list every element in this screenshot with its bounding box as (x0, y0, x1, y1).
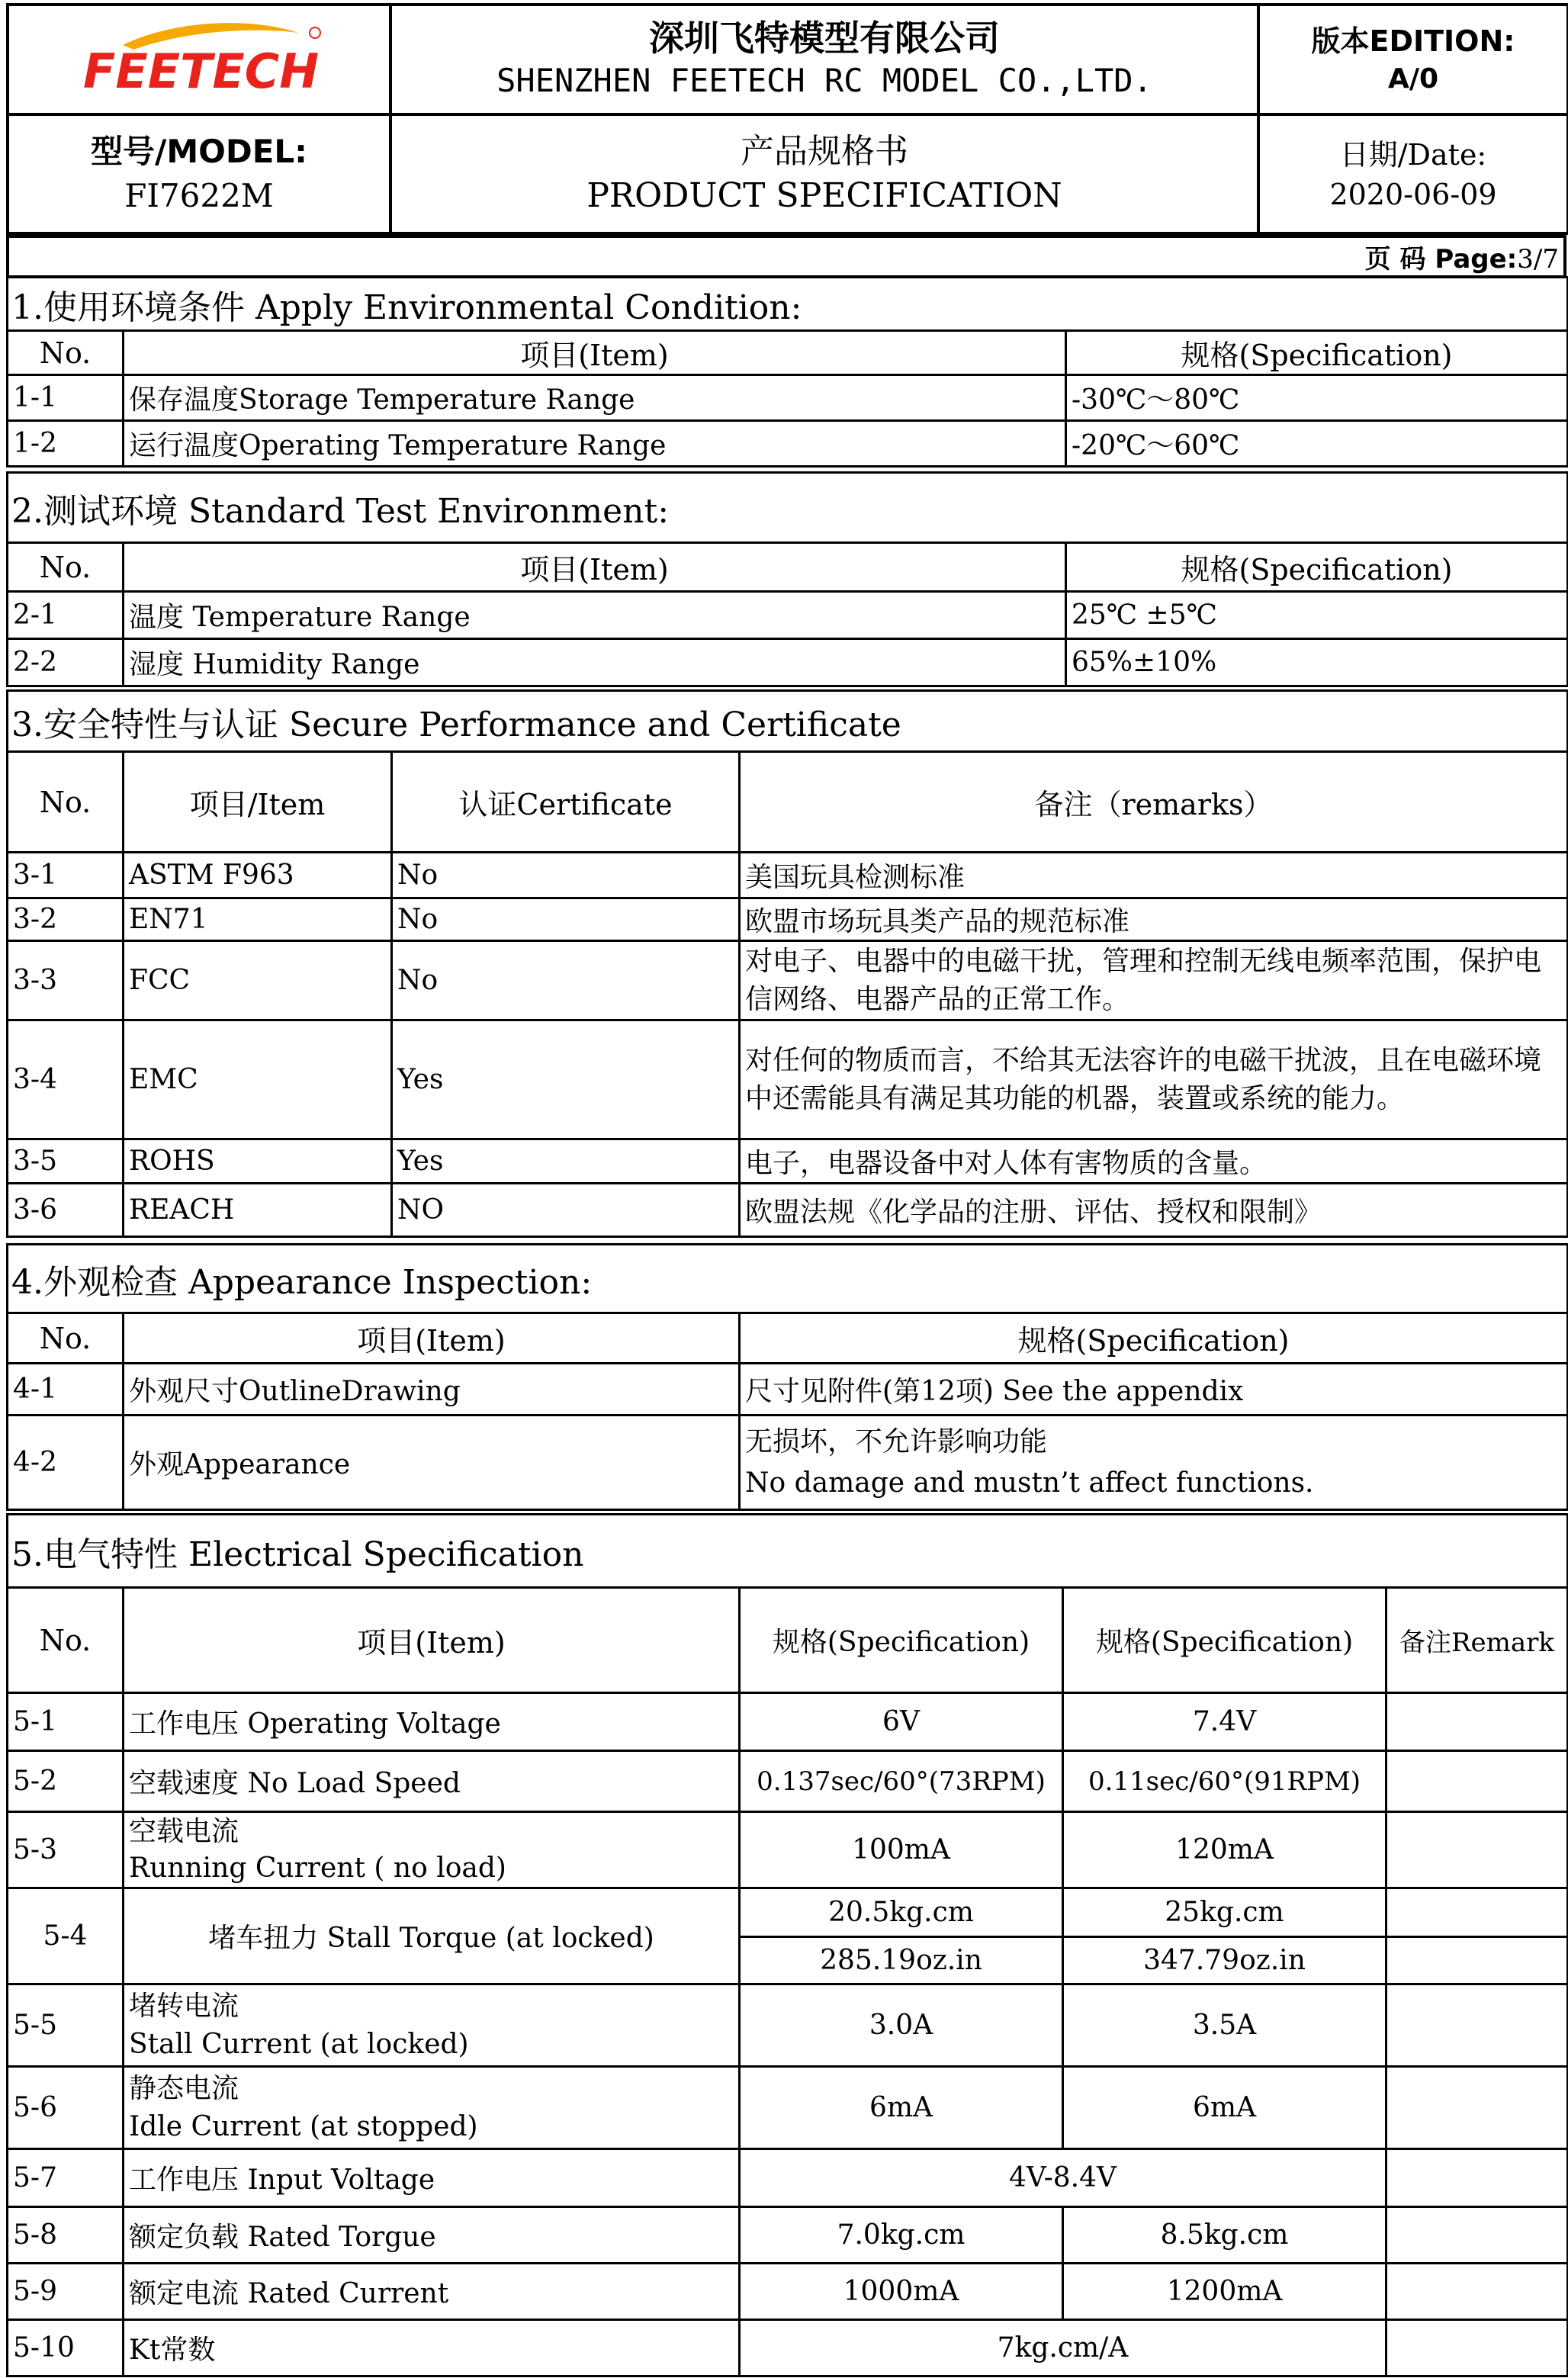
model-cell (8, 114, 390, 233)
row-certificate: NO (392, 1184, 740, 1237)
row-value: 4V-8.4V (740, 2149, 1386, 2207)
section-appearance (6, 1243, 1568, 1511)
col-no: No. (8, 1588, 124, 1693)
row-no: 4-1 (8, 1364, 124, 1416)
row-value-2: 8.5kg.cm (1063, 2207, 1386, 2264)
row-value-2: 120mA (1063, 1812, 1386, 1888)
edition-cell (1258, 5, 1568, 114)
item-en: Idle Current (at stopped) (129, 2110, 478, 2142)
row-no: 5-10 (8, 2320, 124, 2376)
row-spec: 65%±10% (1066, 639, 1568, 686)
row-no: 5-8 (8, 2207, 124, 2264)
row-value-1: 6mA (740, 2067, 1063, 2149)
row-remark (1386, 1812, 1568, 1888)
row-item: 湿度 Humidity Range (124, 639, 1066, 686)
item-en: Running Current ( no load) (129, 1852, 506, 1884)
company-name-en: SHENZHEN FEETECH RC MODEL CO.,LTD. (496, 62, 1152, 99)
row-spec: -20℃～60℃ (1066, 421, 1568, 467)
row-value-2: 7.4V (1063, 1693, 1386, 1751)
row-remark (1386, 1751, 1568, 1812)
row-no: 3-1 (8, 853, 124, 898)
row-value-1: 3.0A (740, 1984, 1063, 2067)
row-item: REACH (124, 1184, 392, 1237)
row-item: 运行温度Operating Temperature Range (124, 421, 1066, 467)
page-number-table (6, 235, 1566, 278)
section-env (6, 276, 1568, 468)
row-no: 5-5 (8, 1984, 124, 2067)
row-item: 额定电流 Rated Current (124, 2264, 740, 2320)
row-spec: -30℃～80℃ (1066, 375, 1568, 421)
row-item (124, 2067, 740, 2149)
row-item: 外观Appearance (124, 1416, 740, 1510)
row-remarks: 美国玩具检测标准 (740, 853, 1568, 898)
row-no: 5-7 (8, 2149, 124, 2207)
item-cn: 静态电流 (129, 2072, 239, 2104)
row-remarks: 欧盟法规《化学品的注册、评估、授权和限制》 (740, 1184, 1568, 1237)
row-certificate: Yes (392, 1020, 740, 1139)
page-label: 页 码 Page: (1364, 244, 1518, 275)
feetech-logo (69, 16, 329, 100)
date-value: 2020-06-09 (1329, 178, 1497, 211)
row-remarks: 电子，电器设备中对人体有害物质的含量。 (740, 1139, 1568, 1184)
row-item: FCC (124, 941, 392, 1020)
model-label: 型号/MODEL: (91, 133, 307, 170)
date-cell (1258, 114, 1568, 233)
row-value-1: 6V (740, 1693, 1063, 1751)
row-remark (1386, 2207, 1568, 2264)
row-no: 1-2 (8, 421, 124, 467)
row-item: EN71 (124, 898, 392, 941)
date-label: 日期/Date: (1339, 138, 1487, 172)
section-test (6, 471, 1568, 687)
col-no: No. (8, 752, 124, 853)
page-value: 3/7 (1517, 244, 1559, 275)
row-no: 3-5 (8, 1139, 124, 1184)
col-spec-1: 规格(Specification) (740, 1588, 1063, 1693)
section-title: 2.测试环境 Standard Test Environment: (8, 473, 1568, 543)
row-no: 5-1 (8, 1693, 124, 1751)
row-no: 3-4 (8, 1020, 124, 1139)
company-cell (390, 5, 1258, 114)
col-spec: 规格(Specification) (1066, 331, 1568, 375)
row-value-2: 25kg.cm (1063, 1888, 1386, 1937)
col-item: 项目(Item) (124, 1313, 740, 1364)
row-value-1: 100mA (740, 1812, 1063, 1888)
header-table (6, 3, 1568, 235)
row-item: 工作电压 Operating Voltage (124, 1693, 740, 1751)
section-electrical (6, 1513, 1568, 2377)
row-remark (1386, 1984, 1568, 2067)
logo-text: FEETECH (83, 43, 320, 99)
item-cn: 堵转电流 (129, 1990, 239, 2022)
row-remark (1386, 2320, 1568, 2376)
logo-cell (8, 5, 390, 114)
row-remark (1386, 1937, 1568, 1984)
doc-title-cell (390, 114, 1258, 233)
item-en: Stall Current (at locked) (129, 2028, 469, 2060)
row-no: 5-2 (8, 1751, 124, 1812)
col-spec-2: 规格(Specification) (1063, 1588, 1386, 1693)
item-cn: 空载电流 (129, 1815, 239, 1847)
row-item: ASTM F963 (124, 853, 392, 898)
col-spec: 规格(Specification) (740, 1313, 1568, 1364)
col-certificate: 认证Certificate (392, 752, 740, 853)
col-no: No. (8, 331, 124, 375)
row-value: 7kg.cm/A (740, 2320, 1386, 2376)
section-safety (6, 689, 1568, 1238)
row-no: 4-2 (8, 1416, 124, 1510)
section-title: 4.外观检查 Appearance Inspection: (8, 1245, 1568, 1313)
col-item: 项目(Item) (124, 331, 1066, 375)
row-item: 温度 Temperature Range (124, 592, 1066, 639)
row-certificate: No (392, 853, 740, 898)
section-title: 5.电气特性 Electrical Specification (8, 1515, 1568, 1588)
row-remarks: 欧盟市场玩具类产品的规范标准 (740, 898, 1568, 941)
row-item (124, 1984, 740, 2067)
edition-label: 版本EDITION: (1311, 24, 1515, 58)
col-remarks: 备注（remarks） (740, 752, 1568, 853)
row-no: 5-4 (8, 1888, 124, 1984)
row-item: 工作电压 Input Voltage (124, 2149, 740, 2207)
section-title: 1.使用环境条件 Apply Environmental Condition: (8, 278, 1568, 331)
col-no: No. (8, 1313, 124, 1364)
row-certificate: No (392, 898, 740, 941)
doc-title-en: PRODUCT SPECIFICATION (586, 176, 1062, 215)
row-remark (1386, 1888, 1568, 1937)
company-name-cn: 深圳飞特模型有限公司 (649, 18, 1000, 59)
row-remark (1386, 2149, 1568, 2207)
page-number (8, 236, 1565, 277)
row-item (124, 1812, 740, 1888)
spec-cn: 无损坏，不允许影响功能 (745, 1425, 1048, 1457)
row-remarks: 对电子、电器中的电磁干扰，管理和控制无线电频率范围，保护电信网络、电器产品的正常工作。 (740, 941, 1568, 1020)
row-value-1: 0.137sec/60°(73RPM) (740, 1751, 1063, 1812)
col-remark: 备注Remark (1386, 1588, 1568, 1693)
row-item: 保存温度Storage Temperature Range (124, 375, 1066, 421)
row-certificate: Yes (392, 1139, 740, 1184)
row-value-1: 285.19oz.in (740, 1937, 1063, 1984)
row-item: Kt常数 (124, 2320, 740, 2376)
row-item: 额定负载 Rated Torgue (124, 2207, 740, 2264)
col-item: 项目(Item) (124, 543, 1066, 592)
row-no: 1-1 (8, 375, 124, 421)
row-no: 3-2 (8, 898, 124, 941)
row-no: 5-6 (8, 2067, 124, 2149)
row-no: 2-2 (8, 639, 124, 686)
row-spec (740, 1416, 1568, 1510)
spec-en: No damage and mustn’t affect functions. (745, 1467, 1314, 1499)
row-value-2: 347.79oz.in (1063, 1937, 1386, 1984)
row-value-2: 1200mA (1063, 2264, 1386, 2320)
edition-value: A/0 (1387, 63, 1439, 95)
col-item: 项目/Item (124, 752, 392, 853)
section-title: 3.安全特性与认证 Secure Performance and Certificate (8, 691, 1568, 752)
col-spec: 规格(Specification) (1066, 543, 1568, 592)
row-value-2: 0.11sec/60°(91RPM) (1063, 1751, 1386, 1812)
row-item: EMC (124, 1020, 392, 1139)
row-remark (1386, 2264, 1568, 2320)
row-remark (1386, 1693, 1568, 1751)
row-no: 3-3 (8, 941, 124, 1020)
row-remark (1386, 2067, 1568, 2149)
row-value-2: 3.5A (1063, 1984, 1386, 2067)
row-no: 2-1 (8, 592, 124, 639)
row-item: 堵车扭力 Stall Torque (at locked) (124, 1888, 740, 1984)
col-no: No. (8, 543, 124, 592)
model-value: FI7622M (124, 177, 274, 214)
row-item: 空载速度 No Load Speed (124, 1751, 740, 1812)
row-item: 外观尺寸OutlineDrawing (124, 1364, 740, 1416)
doc-title-cn: 产品规格书 (741, 132, 908, 171)
row-spec: 25℃ ±5℃ (1066, 592, 1568, 639)
row-item: ROHS (124, 1139, 392, 1184)
row-remarks: 对任何的物质而言，不给其无法容许的电磁干扰波，且在电磁环境中还需能具有满足其功能的机器，装置或系统的能力。 (740, 1020, 1568, 1139)
row-no: 5-3 (8, 1812, 124, 1888)
row-value-1: 7.0kg.cm (740, 2207, 1063, 2264)
row-spec: 尺寸见附件(第12项) See the appendix (740, 1364, 1568, 1416)
row-value-1: 1000mA (740, 2264, 1063, 2320)
row-no: 3-6 (8, 1184, 124, 1237)
row-value-1: 20.5kg.cm (740, 1888, 1063, 1937)
row-value-2: 6mA (1063, 2067, 1386, 2149)
row-certificate: No (392, 941, 740, 1020)
col-item: 项目(Item) (124, 1588, 740, 1693)
row-no: 5-9 (8, 2264, 124, 2320)
